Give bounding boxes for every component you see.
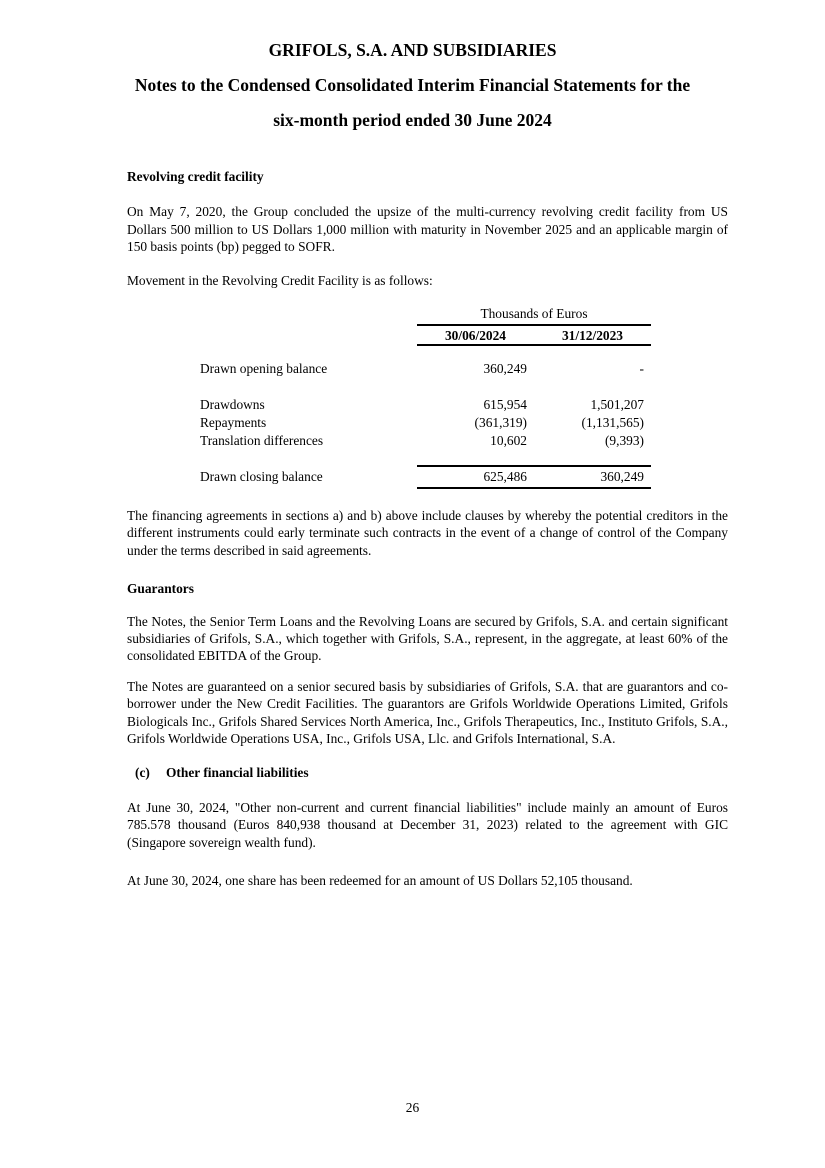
document-title-line2: Notes to the Condensed Consolidated Interim Financial Statements for the [134,75,691,95]
table-column-headers [417,326,651,344]
column-header-31-12-2023: 31/12/2023 [561,328,623,344]
value-2024: 615,954 [483,397,527,413]
document-title-block [0,0,825,130]
value-2023: 1,501,207 [590,397,644,413]
paragraph-movement-intro: Movement in the Revolving Credit Facility is as follows: [127,272,433,288]
row-values [417,396,651,414]
table-row-translation-differences [200,432,651,450]
table-row-closing-balance [200,465,651,489]
row-values-ruled [417,465,651,489]
heading-text: Other financial liabilities [166,764,309,780]
table-header-area [417,306,651,346]
table-spacer [200,378,651,396]
heading-revolving-credit-facility: Revolving credit facility [127,169,264,184]
row-values [417,432,651,450]
column-header-30-06-2024: 30/06/2024 [444,328,506,344]
paragraph-guarantors-secured: The Notes, the Senior Term Loans and the Revolving Loans are secured by Grifols, S.A. and certain significant subsidiaries of Grifols, S.A., which together with Grifols, S.A., represent, in the aggregate, at least 60% of the consolidated EBITDA of the Group. [127,613,728,664]
table-row-opening-balance [200,360,651,378]
page-number: 26 [405,1100,420,1115]
value-2023: (9,393) [604,433,644,449]
company-title: GRIFOLS, S.A. AND SUBSIDIARIES [268,40,557,60]
row-label: Drawn closing balance [200,469,323,485]
value-2024: (361,319) [474,415,527,431]
revolving-credit-movement-table [200,306,651,489]
table-units-header: Thousands of Euros [480,306,588,322]
row-label: Translation differences [200,433,324,449]
document-title-line3: six-month period ended 30 June 2024 [273,110,552,130]
paragraph-financing-agreements: The financing agreements in sections a) and b) above include clauses by whereby the potential creditors in the different instruments could early terminate such contracts in the event of a change of control of the Company under the terms described in said agreements. [127,508,728,558]
document-body [127,168,728,890]
value-2023: - [639,361,644,377]
paragraph-guarantors-list: The Notes are guaranteed on a senior secured basis by subsidiaries of Grifols, S.A. that are guarantors and co-borrower under the New Credit Facilities. The guarantors are Grifols Worldwide Operations Limited, Grifols Biologicals Inc., Grifols Shared Services North America, Inc., Grifols Therapeutics, Inc., Instituto Grifols, S.A., Grifols Worldwide Operations USA, Inc., Grifols USA, Llc. and Grifols International, S.A. [127,678,728,747]
value-2024: 625,486 [483,469,527,485]
paragraph-revolving-upsize: On May 7, 2020, the Group concluded the upsize of the multi-currency revolving credit facility from US Dollars 500 million to US Dollars 1,000 million with maturity in November 2025 and an applicable margin of 150 basis points (bp) pegged to SOFR. [127,204,728,255]
row-label: Drawn opening balance [200,361,328,377]
row-label: Drawdowns [200,397,265,413]
paragraph-share-redeemed: At June 30, 2024, one share has been redeemed for an amount of US Dollars 52,105 thousand. [127,873,633,889]
value-2024: 10,602 [490,433,527,449]
row-values [417,414,651,432]
table-spacer [200,450,651,465]
heading-other-financial-liabilities [135,764,728,781]
heading-guarantors: Guarantors [127,581,194,597]
heading-enumerator: (c) [135,764,150,780]
value-2023: 360,249 [600,469,644,485]
table-row-drawdowns [200,396,651,414]
row-values [417,360,651,378]
value-2023: (1,131,565) [581,415,644,431]
table-row-repayments [200,414,651,432]
row-label: Repayments [200,415,267,431]
table-spacer [200,346,651,360]
paragraph-gic-agreement: At June 30, 2024, "Other non-current and current financial liabilities" include mainly an amount of Euros 785.578 thousand (Euros 840,938 thousand at December 31, 2023) related to the agreement with GIC (Singapore sovereign wealth fund). [127,799,728,850]
value-2024: 360,249 [483,361,527,377]
